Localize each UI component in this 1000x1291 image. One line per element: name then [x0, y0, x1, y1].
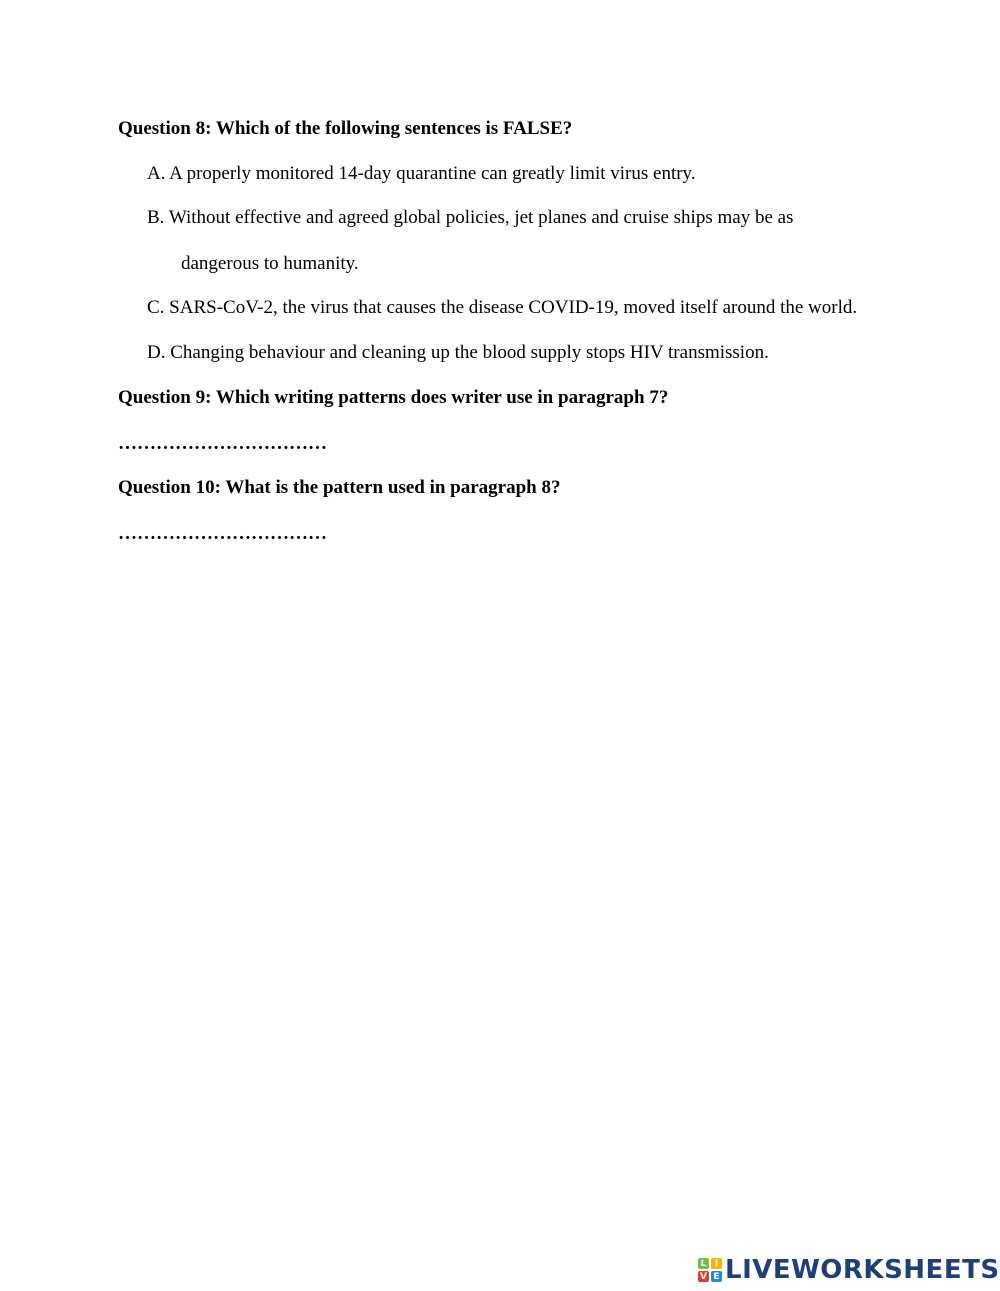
- logo-letter-i: I: [711, 1258, 722, 1269]
- liveworksheets-logo-text: LIVEWORKSHEETS: [725, 1255, 1000, 1285]
- question-8-option-b: B. Without effective and agreed global policies, jet planes and cruise ships may be as: [147, 207, 794, 228]
- question-8-option-a: A. A properly monitored 14-day quarantine can greatly limit virus entry.: [147, 163, 696, 184]
- question-9-title: Question 9: Which writing patterns does writer use in paragraph 7?: [118, 387, 669, 408]
- question-10-title: Question 10: What is the pattern used in paragraph 8?: [118, 477, 561, 498]
- question-8-title: Question 8: Which of the following sentences is FALSE?: [118, 118, 573, 139]
- question-8-option-d: D. Changing behaviour and cleaning up the blood supply stops HIV transmission.: [147, 342, 769, 363]
- logo-letter-v: V: [698, 1271, 709, 1282]
- question-8-option-b-continued: dangerous to humanity.: [181, 253, 359, 274]
- question-10-answer-field[interactable]: ……………………………: [118, 523, 327, 544]
- liveworksheets-logo: [698, 1256, 1000, 1284]
- question-9-answer-field[interactable]: ……………………………: [118, 433, 327, 454]
- liveworksheets-logo-mark: [698, 1258, 722, 1282]
- logo-letter-l: L: [698, 1258, 709, 1269]
- logo-letter-e: E: [711, 1271, 722, 1282]
- question-8-option-c: C. SARS-CoV-2, the virus that causes the disease COVID-19, moved itself around the world.: [147, 297, 858, 318]
